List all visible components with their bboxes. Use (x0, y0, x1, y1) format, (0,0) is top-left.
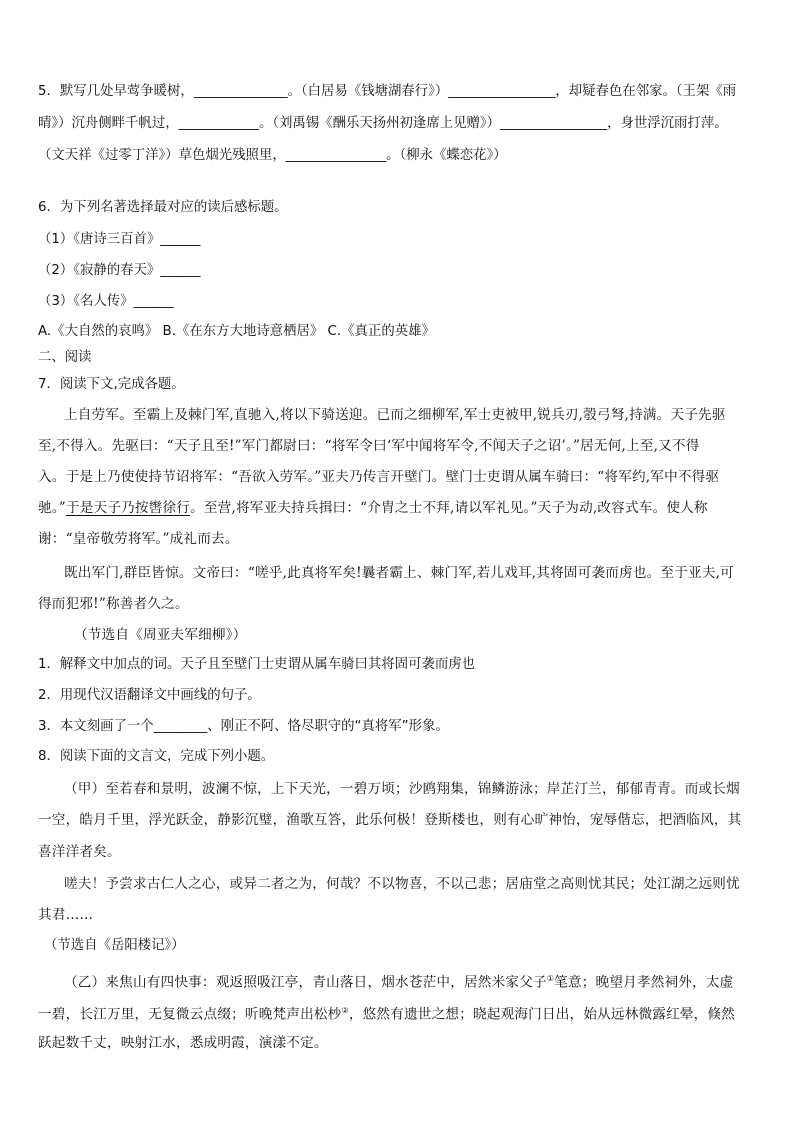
q7-subquestion-1: 1．解释文中加点的词。天子且至壁门士吏谓从属车骑曰其将固可袭而虏也 (38, 657, 476, 672)
q8-passage-text: 一碧，长江万里，无复微云点缀；听晚梵声出松杪 (38, 1006, 342, 1023)
footnote-marker: ② (341, 1006, 349, 1015)
q8-passage-text: ，悠然有遗世之想；晓起观海门日出，始从远林微露红晕，倏然 (348, 1006, 736, 1023)
q8-passage-line: 嗟夫！予尝求古仁人之心，或异二者之为，何哉？不以物喜，不以己悲；居庙堂之高则忧其民；处江湖之远则忧 (64, 876, 740, 892)
section-heading: 二、阅读 (38, 350, 92, 365)
q8-title: 8．阅读下面的文言文，完成下列小题。 (38, 749, 275, 764)
q8-passage-line: 一空，皓月千里，浮光跃金，静影沉璧，渔歌互答，此乐何极！登斯楼也，则有心旷神怡，宠辱偕忘，把酒临风，其 (38, 812, 742, 828)
q6-title: 6．为下列名著选择最对应的读后感标题。 (38, 200, 288, 215)
q7-passage-line (38, 498, 764, 518)
q8-passage-line (64, 969, 764, 993)
q6-item-2: （2）《寂静的春天》______ (38, 263, 201, 278)
q5-line-3: （文天祥《过零丁洋》）草色烟光残照里，_______________。（柳永《蝶恋花》） (38, 148, 507, 163)
q7-passage-text: 。至营,将军亚夫持兵揖曰：“介胄之士不拜,请以军礼见。”天子为动,改容式车。使人称 (190, 500, 708, 516)
q6-item-3: （3）《名人传》______ (38, 294, 174, 309)
q7-passage-line: 上自劳军。至霸上及棘门军,直驰入,将以下骑送迎。已而之细柳军,军士吏被甲,锐兵刃,彀弓弩,持满。天子先驱 (64, 407, 726, 423)
q8-passage-line: 其君…… (38, 907, 94, 923)
q7-passage-line: 入。于是上乃使使持节诏将军：“吾欲入劳军。”亚夫乃传言开壁门。壁门士吏谓从属车骑曰：“将军约,军中不得驱 (38, 469, 720, 485)
q8-passage-text: 笔意；晚望月孝然祠外，太虚 (554, 974, 734, 991)
q7-passage-line: 既出军门,群臣皆惊。文帝曰：“嗟乎,此真将军矣!曩者霸上、棘门军,若儿戏耳,其将固可袭而虏也。至于亚夫,可 (64, 565, 734, 581)
q7-source: （节选自《周亚夫军细柳》） (74, 627, 247, 643)
q8-passage-line: 喜洋洋者矣。 (38, 844, 121, 860)
q8-source: （节选自《岳阳楼记》） (44, 938, 185, 953)
q7-subquestion-2: 2．用现代汉语翻译文中画线的句子。 (38, 688, 261, 703)
q5-line-1: 5．默写几处早莺争暖树，______________。（白居易《钱塘湖春行》）________________，却疑春色在邻家。（王架《雨 (38, 84, 737, 99)
footnote-marker: ① (546, 974, 555, 983)
q8-passage-text: （乙）来焦山有四快事：观返照吸江亭，青山落日，烟水苍茫中，居然米家父子 (64, 974, 547, 991)
q7-passage-line: 得而犯邪!”称善者久之。 (38, 596, 189, 612)
q7-passage-line: 至,不得入。先驱曰：“天子且至!”军门都尉曰：“将军令曰‘军中闻将军令,不闻天子之诏’。”居无何,上至,又不得 (38, 438, 700, 454)
underlined-sentence: 于是天子乃按辔徐行 (65, 500, 191, 516)
q7-passage-text: 驰。” (38, 500, 66, 516)
q8-passage-line: （甲）至若春和景明，波澜不惊，上下天光，一碧万顷；沙鸥翔集，锦鳞游泳；岸芷汀兰，郁郁青青。而或长烟 (64, 781, 740, 797)
q5-line-2: 晴》）沉舟侧畔千帆过，____________。（刘禹锡《酬乐天扬州初逢席上见赠》）________________，身世浮沉雨打萍。 (38, 116, 728, 131)
q6-options: A.《大自然的哀鸣》 B.《在东方大地诗意栖居》 C.《真正的英雄》 (38, 324, 435, 339)
q8-passage-line: 跃起数千丈，映射江水，悉成明霞，演漾不定。 (38, 1035, 328, 1051)
q8-passage-line (38, 1001, 764, 1025)
q7-title: 7．阅读下文,完成各题。 (38, 377, 185, 392)
q7-subquestion-3: 3．本文刻画了一个________、刚正不阿、恪尽职守的“真将军”形象。 (38, 719, 449, 734)
q7-passage-line: 谢：“皇帝敬劳将军。”成礼而去。 (38, 531, 239, 547)
q6-item-1: （1）《唐诗三百首》______ (38, 232, 201, 247)
